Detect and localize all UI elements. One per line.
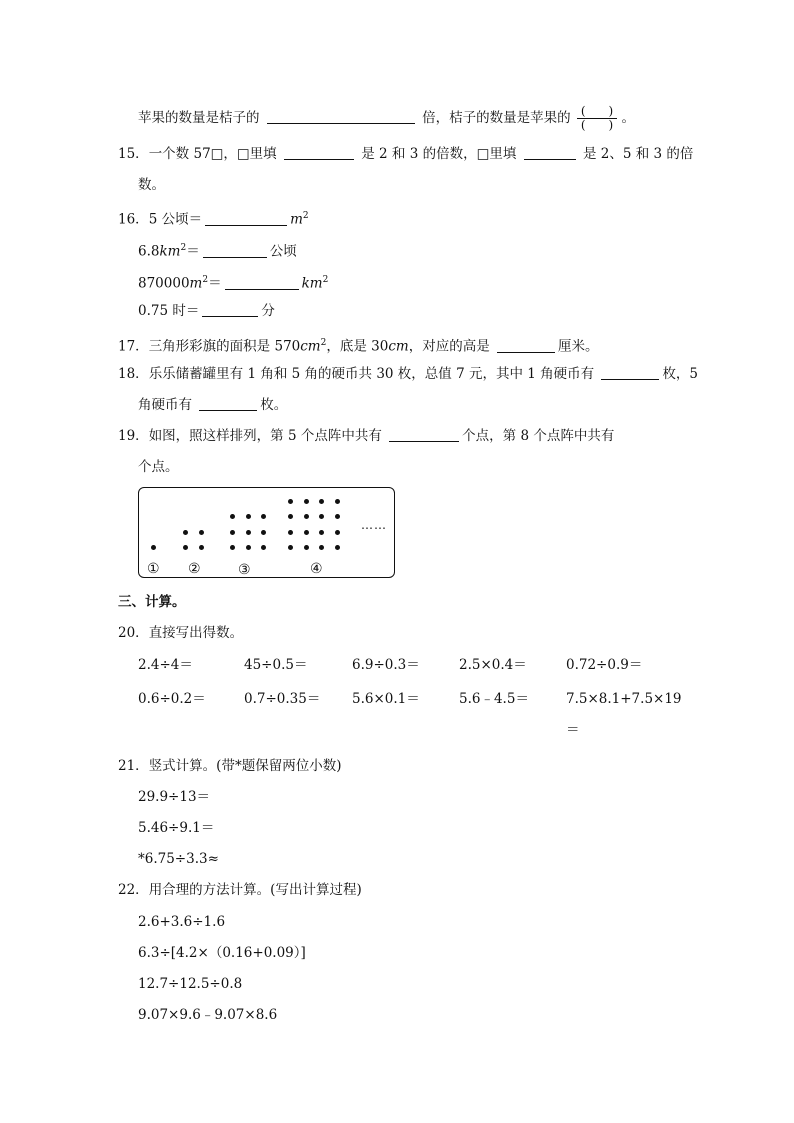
calc-item: 29.9÷13＝ [138,789,211,805]
calc-item: 6.9÷0.3＝ [352,657,420,673]
answer-blank[interactable] [225,275,299,290]
calc-item: *6.75÷3.3≈ [138,851,219,867]
pattern-dot [319,530,324,535]
pattern-dot [183,530,188,535]
answer-blank[interactable] [284,145,354,160]
q22-title: 用合理的方法计算。(写出计算过程) [148,882,362,898]
answer-blank[interactable] [267,109,415,124]
question-number: 16． [118,211,149,228]
pattern-dot [288,514,293,519]
q16-line4 [138,301,275,321]
question-number: 18． [118,366,149,382]
question-number: 17． [118,338,149,355]
calc-item: 9.07×9.6﹣9.07×8.6 [138,1007,278,1023]
pattern-dot [261,514,266,519]
superscript: 2 [202,275,209,285]
q16-text: 分 [261,303,275,319]
q15-line1 [118,144,693,164]
q21-title-line [118,756,341,776]
q19-text: 如图，照这样排列，第 5 个点阵中共有 [148,428,382,444]
pattern-dot [261,530,266,535]
pattern-dot [288,545,293,550]
pattern-dot [335,545,340,550]
q16-line1 [118,206,309,230]
pattern-label-3: ③ [238,562,251,578]
pattern-dot [304,545,309,550]
calc-item: 0.7÷0.35＝ [244,691,321,707]
q20-title-line [118,623,243,643]
unit-text: km [301,275,323,292]
q19-line2 [138,457,179,477]
calc-item: 5.46÷9.1＝ [138,820,215,836]
question-number: 15． [118,146,149,162]
superscript: 2 [302,211,309,221]
answer-blank[interactable] [205,211,287,226]
calc-item: 5.6×0.1＝ [352,691,420,707]
q19-text: 个点，第 8 个点阵中共有 [462,428,615,444]
pattern-dot [304,499,309,504]
answer-blank[interactable] [497,338,555,353]
pattern-label-1: ① [147,561,160,577]
question-number: 20． [118,625,149,641]
q18-line2 [138,395,287,415]
calc-item: 6.3÷[4.2×（0.16+0.09）] [138,945,306,961]
dot-pattern-figure [138,487,395,578]
pattern-dot [230,545,235,550]
q16-text: 公顷 [269,243,297,260]
calc-item: 7.5×8.1+7.5×19 [566,691,682,707]
pattern-dot [335,530,340,535]
q18-text: 枚。 [260,397,288,413]
pattern-dot [151,545,156,550]
q14-text-b: 倍，桔子的数量是苹果的 [422,110,571,126]
q16-text: 0.75 时＝ [138,303,200,319]
q15-text-b: 是 2 和 3 的倍数，□里填 [361,146,517,162]
q14-text-end: 。 [621,110,635,126]
pattern-dot [304,530,309,535]
q16-text: 6.8 [138,243,160,260]
superscript: 2 [322,275,329,285]
pattern-dot [261,545,266,550]
answer-blank[interactable] [203,243,267,258]
q17-text: ，底是 30 [326,338,389,355]
calc-item: 0.6÷0.2＝ [138,691,206,707]
question-number: 21． [118,758,149,774]
pattern-dot [288,530,293,535]
q14-text-a: 苹果的数量是桔子的 [138,110,260,126]
q18-text: 乐乐储蓄罐里有 1 角和 5 角的硬币共 30 枚，总值 7 元，其中 1 角硬币有 [148,366,595,382]
unit-text: km [159,243,181,260]
answer-blank[interactable] [389,427,459,442]
q19-text: 个点。 [138,459,179,475]
question-number: 19． [118,428,149,444]
section-title: 三、计算。 [118,594,186,610]
q14-tail-line [138,105,635,132]
q17-text: 三角形彩旗的面积是 570 [148,338,301,355]
pattern-dot [230,530,235,535]
q15-line2 [138,175,165,195]
pattern-dot [319,499,324,504]
pattern-dot [304,514,309,519]
pattern-dot [319,514,324,519]
unit-text: m [290,211,303,228]
q15-text-d: 数。 [138,177,165,193]
pattern-dot [335,514,340,519]
answer-blank[interactable] [199,396,257,411]
pattern-label-2: ② [188,561,201,577]
q20-title: 直接写出得数。 [148,625,244,641]
answer-blank[interactable] [601,365,659,380]
q22-title-line [118,880,362,900]
pattern-dot [246,545,251,550]
pattern-dot [288,499,293,504]
q15-text-a: 一个数 57□，□里填 [148,146,277,162]
q16-line3 [138,270,328,294]
pattern-dot [230,514,235,519]
q17-line [118,333,599,357]
calc-item: 2.5×0.4＝ [459,657,527,673]
answer-blank[interactable] [202,302,258,317]
q17-text: ，对应的高是 [408,338,490,355]
pattern-dot [199,545,204,550]
fraction-blank[interactable]: $\frac{( )}{( )}$ [577,105,617,132]
calc-item: 2.6+3.6÷1.6 [138,914,226,930]
q17-text: 厘米。 [558,338,599,355]
calc-item: 2.4÷4＝ [138,657,193,673]
q15-text-c: 是 2、5 和 3 的倍 [582,146,694,162]
calc-item-tail: ＝ [566,722,580,738]
superscript: 2 [320,338,327,348]
pattern-dot [335,499,340,504]
calc-item: 5.6﹣4.5＝ [459,691,529,707]
q16-text: ＝ [208,275,222,292]
q16-text: 870000 [138,275,190,292]
pattern-dot [183,545,188,550]
q21-title: 竖式计算。(带*题保留两位小数) [148,758,342,774]
pattern-dot [246,514,251,519]
pattern-dot [199,530,204,535]
pattern-label-4: ④ [310,561,323,577]
q16-text: ＝ [186,243,200,260]
calc-item: 0.72÷0.9＝ [566,657,643,673]
q18-text: 枚，5 [662,366,699,382]
question-number: 22． [118,882,149,898]
answer-blank[interactable] [524,145,576,160]
pattern-dot [246,530,251,535]
q16-text: 5 公顷＝ [148,211,203,228]
q18-line1 [118,364,698,384]
unit-text: cm [300,338,321,355]
superscript: 2 [180,243,187,253]
calc-item: 45÷0.5＝ [244,657,308,673]
unit-text: cm [388,338,409,355]
q16-line2 [138,238,297,262]
q18-text: 角硬币有 [138,397,192,413]
pattern-dot [319,545,324,550]
calc-item: 12.7÷12.5÷0.8 [138,976,243,992]
pattern-ellipsis: …… [361,518,387,532]
unit-text: m [189,275,203,292]
q19-line1 [118,426,614,446]
